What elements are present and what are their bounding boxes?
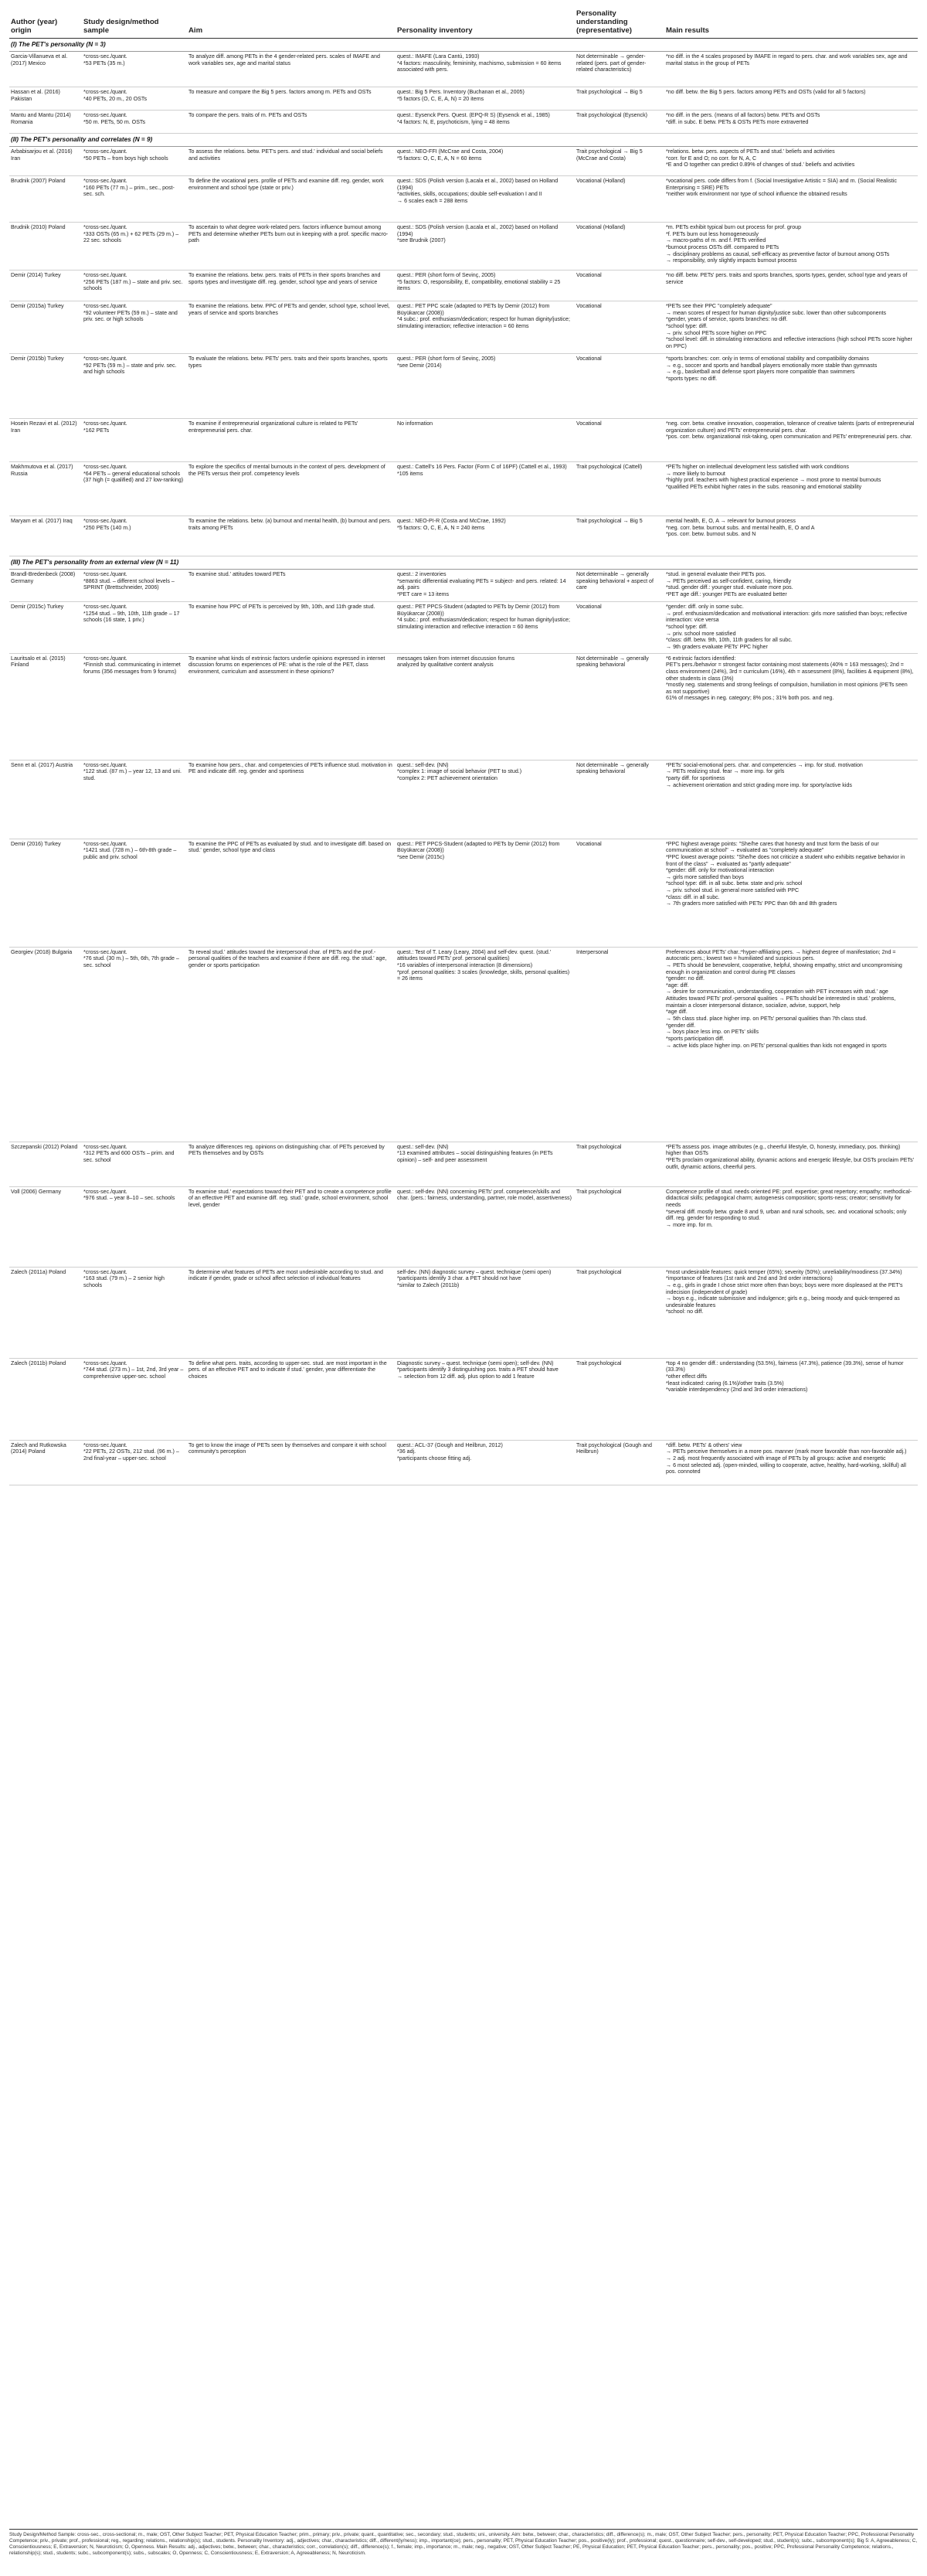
cell-understanding: Trait psychological — [575, 1186, 664, 1267]
table-row — [9, 462, 918, 516]
cell-author: Makhmutova et al. (2017) Russia — [9, 462, 82, 516]
cell-results: *PPC highest average points: "She/he cares that honesty and trust form the basis of our communication at school" → evaluated as "completely adequate" *PPC lowest average points: "She/he does not criticize a student who exhibits negative behavior in front of the class" → evaluated as "partly adequate" *gender: diff. only for motivational interaction → girls more satisfied than boys *school type: diff. in all subc. betw. state and priv. school → priv. school stud. in general more satisfied with PPC *class: diff. in all subc. → 7th graders more satisfied with PETs' PPC than 6th and 8th graders — [664, 839, 918, 947]
table-row — [9, 176, 918, 223]
section-row — [9, 134, 918, 147]
table-row — [9, 111, 918, 134]
cell-author: Demir (2016) Turkey — [9, 839, 82, 947]
cell-understanding: Not determinable → generally speaking behavioral — [575, 760, 664, 839]
cell-aim: To define what pers. traits, according to upper-sec. stud. are most important in the pers. of an effective PET and to indicate if stud.' gender, year differentiate the choices — [187, 1358, 396, 1440]
cell-inventory: quest.: PET PPCS-Student (adapted to PETs by Demir (2012) from Büyükarcar (2008)) *4 subc.: prof. enthusiasm/dedication; respect for human dignity/justice; stimulating interaction and reflective interaction = 60 items — [396, 602, 575, 653]
cell-understanding: Vocational (Holland) — [575, 176, 664, 223]
cell-aim: To examine the relations. betw. (a) burnout and mental health, (b) burnout and pers. traits among PETs — [187, 516, 396, 556]
cell-aim: To analyze differences reg. opinions on distinguishing char. of PETs perceived by PETs themselves and by OSTs — [187, 1142, 396, 1186]
cell-design: *cross-sec./quant. *976 stud. – year 8–10 – sec. schools — [82, 1186, 187, 1267]
cell-understanding: Interpersonal — [575, 947, 664, 1142]
cell-author: Maryam et al. (2017) Iraq — [9, 516, 82, 556]
cell-aim: To assess the relations. betw. PET's pers. and stud.' individual and social beliefs and activities — [187, 147, 396, 176]
cell-inventory: quest.: Eysenck Pers. Quest. (EPQ-R S) (Eysenck et al., 1985) *4 factors: N, E, psychoticism, lying = 48 items — [396, 111, 575, 134]
cell-design: *cross-sec./quant. *333 OSTs (65 m.) + 62 PETs (29 m.) – 22 sec. schools — [82, 223, 187, 271]
cell-understanding: Trait psychological (Gough and Heilbrun) — [575, 1440, 664, 1485]
cell-aim: To examine how PPC of PETs is perceived by 9th, 10th, and 11th grade stud. — [187, 602, 396, 653]
cell-author: Brandl-Bredenbeck (2008) Germany — [9, 570, 82, 602]
cell-author: Voll (2006) Germany — [9, 1186, 82, 1267]
cell-aim: To reveal stud.' attitudes toward the interpersonal char. of PETs and the prof.-personal qualities of the teachers and examine if there are diff. reg. the stud.' age, gender or sports participation — [187, 947, 396, 1142]
cell-author: Garcia-Villanueva et al. (2017) Mexico — [9, 52, 82, 87]
table-row — [9, 1267, 918, 1358]
table-row — [9, 87, 918, 111]
cell-results: *no diff. in the 4 scales proposed by IMAFE in regard to pers. char. and work variables sex, age and marital status in the group of PETs — [664, 52, 918, 87]
cell-results: *m. PETs exhibit typical burn out process for prof. group *f. PETs burn out less homogeneously → macro-paths of m. and f. PETs verified *burnout process OSTs diff. compared to PETs → disciplinary problems as causal, self-efficacy as preventive factor of burnout among OSTs → responsibility, only slightly impacts burnout process — [664, 223, 918, 271]
section-row — [9, 39, 918, 52]
cell-understanding: Vocational — [575, 839, 664, 947]
cell-results: *relations. betw. pers. aspects of PETs and stud.' beliefs and activities *corr. for E and O; no corr. for N, A, C *E and O together can predict 0.89% of changes of stud.' beliefs and activities — [664, 147, 918, 176]
cell-aim: To evaluate the relations. betw. PETs' pers. traits and their sports branches, sports types — [187, 354, 396, 419]
cell-inventory: quest.: SDS (Polish version (Lacala et al., 2002) based on Holland (1994) *activities, skills, occupations; double self-evaluation I and II → 6 scales each = 288 items — [396, 176, 575, 223]
cell-results: *sports branches: corr. only in terms of emotional stability and compatibility domains → e.g., soccer and sports and handball players emotionally more stable than gymnasts → e.g., basketball and defense sport players more compatible than swimmers *sports types: no diff. — [664, 354, 918, 419]
cell-author: Mantu and Mantu (2014) Romania — [9, 111, 82, 134]
cell-understanding: Trait psychological → Big 5 (McCrae and Costa) — [575, 147, 664, 176]
cell-results: *no diff. betw. the Big 5 pers. factors among PETs and OSTs (valid for all 5 factors) — [664, 87, 918, 111]
cell-understanding: Vocational — [575, 354, 664, 419]
cell-understanding: Vocational — [575, 271, 664, 301]
cell-inventory: quest.: Cattell's 16 Pers. Factor (Form C of 16PF) (Cattell et al., 1993) *105 items — [396, 462, 575, 516]
cell-inventory: quest.: NEO-FFI (McCrae and Costa, 2004) *5 factors: O, C, E, A, N = 60 items — [396, 147, 575, 176]
cell-design: *cross-sec./quant. *8863 stud. – different school levels – SPRINT (Brettschneider, 2006) — [82, 570, 187, 602]
cell-understanding: Trait psychological (Cattell) — [575, 462, 664, 516]
cell-results: *diff. betw. PETs' & others' view → PETs perceive themselves in a more pos. manner (mark more favorable than non-favorable adj.) → 2 adj. most frequently associated with image of PETs by all groups: active and energetic → 6 most selected adj. (open-minded, willing to cooperate, active, healthy, hard-working, skillful) all pos. connoted — [664, 1440, 918, 1485]
table-row — [9, 354, 918, 419]
table-row — [9, 602, 918, 653]
cell-aim: To examine stud.' attitudes toward PETs — [187, 570, 396, 602]
cell-author: Georgiev (2018) Bulgaria — [9, 947, 82, 1142]
table-row — [9, 653, 918, 760]
cell-understanding: Not determinable → gender-related (pers. part of gender-related characteristics) — [575, 52, 664, 87]
cell-design: *cross-sec./quant. *76 stud. (30 m.) – 5th, 6th, 7th grade – sec. school — [82, 947, 187, 1142]
table-row — [9, 223, 918, 271]
cell-inventory: self-dev. (NN) diagnostic survey – quest. technique (semi open) *participants identify 3 char. a PET should not have *similar to Zalech (2011b) — [396, 1267, 575, 1358]
cell-author: Demir (2015a) Turkey — [9, 301, 82, 354]
cell-design: *cross-sec./quant. *122 stud. (87 m.) – year 12, 13 and uni. stud. — [82, 760, 187, 839]
cell-results: *no diff. betw. PETs' pers. traits and sports branches, sports types, gender, school type and years of service — [664, 271, 918, 301]
cell-author: Szczepanski (2012) Poland — [9, 1142, 82, 1186]
cell-aim: To examine what kinds of extrinsic factors underlie opinions expressed in internet discussion forums on experiences of PE: what is the role of the PET, class environment, curriculum and assessment in these opinions? — [187, 653, 396, 760]
cell-inventory: quest.: self-dev. (NN) *13 examined attributes – social distinguishing features (in PETs opinion) – self- and peer assessment — [396, 1142, 575, 1186]
cell-design: *cross-sec./quant. *64 PETs – general educational schools (37 high (= qualified) and 27 low-ranking) — [82, 462, 187, 516]
cell-design: *cross-sec./quant. *92 PETs (59 m.) – state and priv. sec. and high schools — [82, 354, 187, 419]
cell-inventory: messages taken from internet discussion forums analyzed by qualitative content analysis — [396, 653, 575, 760]
cell-results: *PETs' social-emotional pers. char. and competencies → imp. for stud. motivation → PETs realizing stud. fear → more imp. for girls *party diff. for sportiness → achievement orientation and strict grading more imp. for sporty/active kids — [664, 760, 918, 839]
header-aim: Aim — [187, 6, 396, 39]
cell-aim: To measure and compare the Big 5 pers. factors among m. PETs and OSTs — [187, 87, 396, 111]
cell-aim: To compare the pers. traits of m. PETs and OSTs — [187, 111, 396, 134]
cell-inventory: quest.: 2 inventories *semantic differential evaluating PETs = subject- and pers. related: 14 adj. pairs *PET care = 13 items — [396, 570, 575, 602]
section-title: (II) The PET's personality and correlates (N = 9) — [9, 134, 918, 147]
cell-results: *PETs see their PPC "completely adequate" → mean scores of respect for human dignity/justice subc. lower than other subcomponents *gender, years of service, sports branches: no diff. *school type: diff. → priv. school PETs score higher on PPC *school level: diff. in stimulating interactions and reflective interactions (high school PETs score higher on PPC) — [664, 301, 918, 354]
table-row — [9, 419, 918, 462]
cell-design: *cross-sec./quant. *Finnish stud. communicating in internet forums (356 messages from 9 forums) — [82, 653, 187, 760]
cell-design: *cross-sec./quant. *50 PETs – from boys high schools — [82, 147, 187, 176]
cell-design: *cross-sec./quant. *1254 stud. – 9th, 10th, 11th grade – 17 schools (16 state, 1 priv.) — [82, 602, 187, 653]
table-row — [9, 52, 918, 87]
cell-aim: To define the vocational pers. profile of PETs and examine diff. reg. gender, work environment and school type (state or priv.) — [187, 176, 396, 223]
cell-results: *PETs assess pos. image attributes (e.g., cheerful lifestyle, O, honesty, immediacy, pos. thinking) higher than OSTs *PETs proclaim organizational ability, dynamic actions and energetic lifestyle, but OSTs proclaim PETs' outfit, dynamic actions, cheerful pers. — [664, 1142, 918, 1186]
cell-aim: To examine if entrepreneurial organizational culture is related to PETs' entrepreneurial pers. char. — [187, 419, 396, 462]
cell-design: *cross-sec./quant. *256 PETs (187 m.) – state and priv. sec. schools — [82, 271, 187, 301]
cell-author: Hassan et al. (2016) Pakistan — [9, 87, 82, 111]
cell-design: *cross-sec./quant. *162 PETs — [82, 419, 187, 462]
section-row — [9, 556, 918, 570]
table-row — [9, 1440, 918, 1485]
review-table — [9, 6, 918, 1485]
cell-inventory: quest.: SDS (Polish version (Lacala et al., 2002) based on Holland (1994) *see Brudnik (2007) — [396, 223, 575, 271]
cell-author: Lauritsalo et al. (2015) Finland — [9, 653, 82, 760]
cell-aim: To ascertain to what degree work-related pers. factors influence burnout among PETs and determine whether PETs burn out in keeping with a prof. specific macro-path — [187, 223, 396, 271]
table-row — [9, 839, 918, 947]
cell-results: *vocational pers. code differs from f. (Social Investigative Artistic = SIA) and m. (Social Realistic Enterprising = SRE) PETs *neither work environment nor type of school influence the obtained results — [664, 176, 918, 223]
cell-aim: To examine how pers., char. and competencies of PETs influence stud. motivation in PE and indicate diff. reg. gender and sportiness — [187, 760, 396, 839]
cell-results: *stud. in general evaluate their PETs pos. → PETs perceived as self-confident, caring, friendly *stud. gender diff.: younger stud. evaluate more pos. *PET age diff.: younger PETs are evaluated better — [664, 570, 918, 602]
cell-design: *cross-sec./quant. *744 stud. (273 m.) – 1st, 2nd, 3rd year – comprehensive upper-sec. school — [82, 1358, 187, 1440]
cell-author: Brudnik (2007) Poland — [9, 176, 82, 223]
header-understanding: Personality understanding (representative) — [575, 6, 664, 39]
cell-results: *top 4 no gender diff.: understanding (53.5%), fairness (47.3%), patience (39.3%), sense of humor (33.3%) *other effect diffs *least indicated: caring (6.1%)/other traits (3.5%) *variable interdependency (2nd and 3rd order interactions) — [664, 1358, 918, 1440]
table-footnote: Study Design/Method Sample: cross-sec., cross-sectional; m., male; OST, Other Subject Teacher; PET, Physical Education Teacher; prim., primary; priv., private; quant., quantitative; sec., secondary; stud., students; uni., university. Aim: betw., between; char., characteristics; diff., difference(s); m., male; OST, Other Subject Teacher; pers., personality; PET, Physical Education Teacher; PPC, Professional Personality Competence; priv., private; prof., professional; reg., regarding; relations., relationship(s); stud., students. Personality Inventory: adj., adjectives; char., characteristics; diff., different(ly/ness); imp., important(ce); pers., personality; PET, Physical Education Teacher; pos., positive(ly); prof., professional; quest., questionnaire; self-dev., self-developed; stud., student(s); subc., subcomponent(s); Big 5: A, Agreeableness; C, Conscientiousness; E, Extraversion; N, Neuroticism; O, Openness. Main Results: adj., adjectives; betw., between; char., characteristics; corr., correlation(s); diff., difference(s); f., female; imp., importance; m., male; neg., negative; OST, Other Subject Teacher; PE, Physical Education; PET, Physical Education Teacher; pers., personality; pos., positive; PPC, Professional Personality Competence; relations., relationship(s); stud., students; subc., subcomponent(s); subs., subscales; O, Openness; C, Conscientiousness; E, Extraversion; A, Agreeableness; N, Neuroticism. — [9, 2529, 918, 2557]
cell-design: *cross-sec./quant. *312 PETs and 600 OSTs – prim. and sec. school — [82, 1142, 187, 1186]
cell-author: Zalech (2011a) Poland — [9, 1267, 82, 1358]
cell-author: Zalech and Rutkowska (2014) Poland — [9, 1440, 82, 1485]
cell-results: *no diff. in the pers. (means of all factors) betw. PETs and OSTs *diff. in subc. E betw. PETs & OSTs PETs more extraverted — [664, 111, 918, 134]
cell-understanding: Not determinable → generally speaking behavioral + aspect of care — [575, 570, 664, 602]
cell-inventory: quest.: PET PPCS-Student (adapted to PETs by Demir (2012) from Büyükarcar (2008)) *see Demir (2015c) — [396, 839, 575, 947]
cell-author: Zalech (2011b) Poland — [9, 1358, 82, 1440]
cell-inventory: quest.: IMAFE (Lara Cantú, 1993) *4 factors: masculinity, femininity, machismo, submission = 60 items associated with pers. — [396, 52, 575, 87]
table-row — [9, 570, 918, 602]
cell-aim: To examine the PPC of PETs as evaluated by stud. and to investigate diff. based on stud.' gender, school type and class — [187, 839, 396, 947]
cell-inventory: Diagnostic survey – quest. technique (semi open); self-dev. (NN) *participants identify 3 distinguishing pos. traits a PET should have → selection from 12 diff. adj. plus option to add 1 feature — [396, 1358, 575, 1440]
cell-aim: To examine the relations. betw. pers. traits of PETs in their sports branches and sports types and investigate diff. reg. gender, school type and years of service — [187, 271, 396, 301]
cell-understanding: Trait psychological → Big 5 — [575, 516, 664, 556]
table-row — [9, 301, 918, 354]
header-inventory: Personality inventory — [396, 6, 575, 39]
cell-design: *cross-sec./quant. *40 PETs, 20 m., 20 OSTs — [82, 87, 187, 111]
table-row — [9, 1142, 918, 1186]
cell-author: Senn et al. (2017) Austria — [9, 760, 82, 839]
table-row — [9, 1358, 918, 1440]
cell-results: *6 extrinsic factors identified: PET's pers./behavior = strongest factor containing most statements (40% = 163 messages); 2nd = class environment (24%), 3rd = curriculum (16%), 4th = assessment (8%), facilities & equipment (8%), other students in class (3%) *mostly neg. statements and strong feelings of compulsion, humiliation in most opinions (PETs seen as not supportive) 61% of messages in neg. category; 8% pos.; 31% both pos. and neg. — [664, 653, 918, 760]
cell-design: *cross-sec./quant. *22 PETs, 22 OSTs, 212 stud. (96 m.) – 2nd final-year – upper-sec. school — [82, 1440, 187, 1485]
cell-aim: To determine what features of PETs are most undesirable according to stud. and indicate if gender, grade or school affect selection of individual features — [187, 1267, 396, 1358]
cell-understanding: Trait psychological → Big 5 — [575, 87, 664, 111]
cell-understanding: Not determinable → generally speaking behavioral — [575, 653, 664, 760]
cell-inventory: quest.: NEO-PI-R (Costa and McCrae, 1992) *5 factors: O, C, E, A, N = 240 items — [396, 516, 575, 556]
cell-design: *cross-sec./quant. *1421 stud. (728 m.) – 6th-8th grade – public and priv. school — [82, 839, 187, 947]
cell-aim: To examine the relations. betw. PPC of PETs and gender, school type, school level, years of service and sports branches — [187, 301, 396, 354]
cell-design: *cross-sec./quant. *163 stud. (79 m.) – 2 senior high schools — [82, 1267, 187, 1358]
header-design: Study design/method sample — [82, 6, 187, 39]
cell-inventory: quest.: Big 5 Pers. Inventory (Buchanan et al., 2005) *5 factors (O, C, E, A, N) = 20 items — [396, 87, 575, 111]
table-row — [9, 947, 918, 1142]
cell-results: mental health, E, O, A → relevant for burnout process *neg. corr. betw. burnout subs. and mental health, E, O and A *pos. corr. betw. burnout subs. and N — [664, 516, 918, 556]
cell-understanding: Trait psychological — [575, 1358, 664, 1440]
cell-understanding: Trait psychological (Eysenck) — [575, 111, 664, 134]
cell-inventory: quest.: Test of T. Leary (Leary, 2004) and self-dev. quest. (stud.' attitudes toward PETs' prof. personal qualities) *16 variables of interpersonal interaction (8 dimensions) *prof. personal qualities: 3 scales (knowledge, skills, personal qualities) = 26 items — [396, 947, 575, 1142]
table-row — [9, 516, 918, 556]
cell-author: Demir (2014) Turkey — [9, 271, 82, 301]
cell-aim: To explore the specifics of mental burnouts in the context of pers. development of the PETs versus their prof. competency levels — [187, 462, 396, 516]
cell-inventory: quest.: self-dev. (NN) *complex 1: image of social behavior (PET to stud.) *complex 2: PET achievement orientation — [396, 760, 575, 839]
cell-aim: To analyze diff. among PETs in the 4 gender-related pers. scales of IMAFE and work variables sex, age and marital status — [187, 52, 396, 87]
table-body — [9, 39, 918, 1485]
cell-understanding: Vocational — [575, 602, 664, 653]
cell-inventory: No information — [396, 419, 575, 462]
cell-author: Demir (2015c) Turkey — [9, 602, 82, 653]
cell-results: *PETs higher on intellectual development less satisfied with work conditions → more likely to burnout *highly prof. teachers with highest practical experience → most prone to mental burnouts *qualified PETs exhibit higher rates in the subs. reasoning and emotional stability — [664, 462, 918, 516]
cell-aim: To examine stud.' expectations toward their PET and to create a competence profile of an effective PET and examine diff. reg. stud.' grade, school environment, school level, gender — [187, 1186, 396, 1267]
cell-author: Hosein Rezavi et al. (2012) Iran — [9, 419, 82, 462]
cell-results: *neg. corr. betw. creative innovation, cooperation, tolerance of creative talents (parts of entrepreneurial organization culture) and PETs' entrepreneurial pers. char. *pos. corr. betw. organizational risk-taking, open communication and PETs' entrepreneurial pers. char. — [664, 419, 918, 462]
cell-understanding: Trait psychological — [575, 1267, 664, 1358]
table-header-row — [9, 6, 918, 39]
cell-inventory: quest.: PER (short form of Sevinç, 2005) *see Demir (2014) — [396, 354, 575, 419]
cell-understanding: Vocational (Holland) — [575, 223, 664, 271]
cell-design: *cross-sec./quant. *250 PETs (140 m.) — [82, 516, 187, 556]
cell-author: Arbabisarjou et al. (2016) Iran — [9, 147, 82, 176]
cell-inventory: quest.: PER (short form of Sevinç, 2005) *5 factors: O, responsibility, E, compatibility, emotional stability = 25 items — [396, 271, 575, 301]
header-author: Author (year) origin — [9, 6, 82, 39]
table-row — [9, 1186, 918, 1267]
cell-results: *most undesirable features: quick temper (65%); severity (50%); unreliability/moodiness (37.34%) *importance of features (1st rank and 2nd and 3rd order interactions) → e.g., girls in grade I chose strict more often than boys; boys were more displeased at the PET's indecision (independent of grade) → boys e.g., indicate submissive and indulgence; girls e.g., being moody and quick-tempered as undesirable features *school: no diff. — [664, 1267, 918, 1358]
cell-design: *cross-sec./quant. *160 PETs (77 m.) – prim., sec., post-sec. sch. — [82, 176, 187, 223]
cell-author: Demir (2015b) Turkey — [9, 354, 82, 419]
cell-inventory: quest.: PET PPC scale (adapted to PETs by Demir (2012) from Büyükarcar (2008)) *4 subc.: prof. enthusiasm/dedication; respect for human dignity/justice; stimulating interaction; reflective interaction = 60 items — [396, 301, 575, 354]
cell-understanding: Vocational — [575, 301, 664, 354]
section-title: (III) The PET's personality from an external view (N = 11) — [9, 556, 918, 570]
cell-results: Competence profile of stud. needs oriented PE: prof. expertise; great repertory; empathy; methodical-didactical skills; pedagogical charm; autogenesis composition; sports-ness; creator; sensitivity for needs *several diff. mostly betw. grade 8 and 9, urban and rural schools, sec. and vocational schools; only diff. reg. gender for responding to stud. → more imp. for m. — [664, 1186, 918, 1267]
cell-design: *cross-sec./quant. *53 PETs (35 m.) — [82, 52, 187, 87]
header-results: Main results — [664, 6, 918, 39]
cell-results: Preferences about PETs' char.:*hyper-affiliating pers. → highest degree of manifestation; 2nd = autocratic pers.; lowest two = humiliated and suspicious pers. → PETs should be benevolent, cooperative, helpful, showing empathy, strict and uncompromising enough in organization and control during PE classes *gender: no diff. *age: diff. → desire for communication, understanding, cooperation with PET increases with stud.' age Attitudes toward PETs' prof.-personal qualities → PETs should be interested in stud.' problems, maintain a closer interpersonal distance, socialize, advise, support, help *age diff. → 5th class stud. place higher imp. on PETs' personal qualities than 7th class stud. *gender diff. → boys place less imp. on PETs' skills *sports participation diff. → active kids place higher imp. on PETs' personal qualities than kids not engaged in sports — [664, 947, 918, 1142]
cell-aim: To get to know the image of PETs seen by themselves and compare it with school community's perception — [187, 1440, 396, 1485]
cell-understanding: Trait psychological — [575, 1142, 664, 1186]
table-row — [9, 760, 918, 839]
cell-inventory: quest.: ACL-37 (Gough and Heilbrun, 2012) *36 adj. *participants choose fitting adj. — [396, 1440, 575, 1485]
cell-results: *gender: diff. only in some subc. → prof. enthusiasm/dedication and motivational interaction: girls more satisfied than boys; reflective interaction: vice versa *school type: diff. → priv. school more satisfied *class: diff. betw. 9th, 10th, 11th graders for all subc. → 9th graders evaluate PETs' PPC higher — [664, 602, 918, 653]
table-row — [9, 271, 918, 301]
cell-inventory: quest.: self-dev. (NN) concerning PETs' prof. competence/skills and char. (pers.: fairness, understanding, partner, role model, assertiveness) — [396, 1186, 575, 1267]
cell-understanding: Vocational — [575, 419, 664, 462]
cell-design: *cross-sec./quant. *50 m. PETs, 50 m. OSTs — [82, 111, 187, 134]
section-title: (I) The PET's personality (N = 3) — [9, 39, 918, 52]
cell-author: Brudnik (2010) Poland — [9, 223, 82, 271]
table-row — [9, 147, 918, 176]
cell-design: *cross-sec./quant. *92 volunteer PETs (59 m.) – state and priv. sec. or high schools — [82, 301, 187, 354]
